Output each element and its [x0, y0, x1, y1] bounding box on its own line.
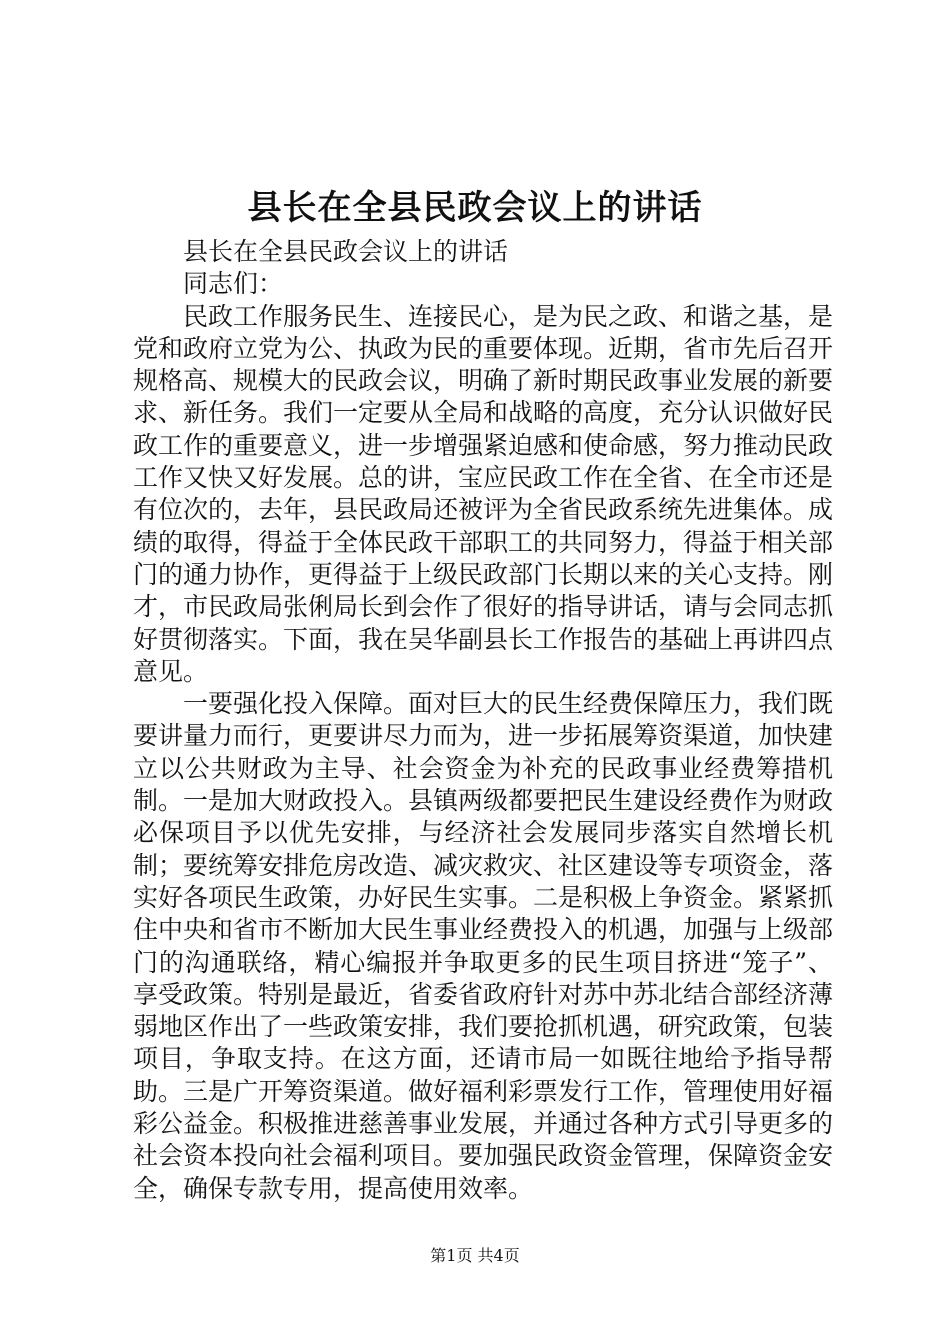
- paragraph-intro: 民政工作服务民生、连接民心，是为民之政、和谐之基，是党和政府立党为公、执政为民的重要体现。近期，省市先后召开规格高、规模大的民政会议，明确了新时期民政事业发展的新要求、新任务。我们一定要从全局和战略的高度，充分认识做好民政工作的重要意义，进一步增强紧迫感和使命感，努力推动民政工作又快又好发展。总的讲，宝应民政工作在全省、在全市还是有位次的，去年，县民政局还被评为全省民政系统先进集体。成绩的取得，得益于全体民政干部职工的共同努力，得益于相关部门的通力协作，更得益于上级民政部门长期以来的关心支持。刚才，市民政局张俐局长到会作了很好的指导讲话，请与会同志抓好贯彻落实。下面，我在吴华副县长工作报告的基础上再讲四点意见。: [133, 301, 834, 686]
- salutation: 同志们：: [183, 269, 284, 299]
- page-indicator: 第1页 共4页: [430, 1246, 520, 1265]
- document-title: 县长在全县民政会议上的讲话: [247, 188, 703, 228]
- speech-heading: 县长在全县民政会议上的讲话: [183, 237, 509, 266]
- paragraph-point-one: 一要强化投入保障。面对巨大的民生经费保障压力，我们既要讲量力而行，更要讲尽力而为，进一步拓展筹资渠道，加快建立以公共财政为主导、社会资金为补充的民政事业经费筹措机制。一是加大财政投入。县镇两级都要把民生建设经费作为财政必保项目予以优先安排，与经济社会发展同步落实自然增长机制；要统筹安排危房改造、减灾救灾、社区建设等专项资金，落实好各项民生政策，办好民生实事。二是积极上争资金。紧紧抓住中央和省市不断加大民生事业经费投入的机遇，加强与上级部门的沟通联络，精心编报并争取更多的民生项目挤进“笼子”、享受政策。特别是最近，省委省政府针对苏中苏北结合部经济薄弱地区作出了一些政策安排，我们要抢抓机遇，研究政策，包装项目，争取支持。在这方面，还请市局一如既往地给予指导帮助。三是广开筹资渠道。做好福利彩票发行工作，管理使用好福彩公益金。积极推进慈善事业发展，并通过各种方式引导更多的社会资本投向社会福利项目。要加强民政资金管理，保障资金安全，确保专款专用，提高使用效率。: [133, 689, 834, 1203]
- document-body: [133, 236, 833, 1205]
